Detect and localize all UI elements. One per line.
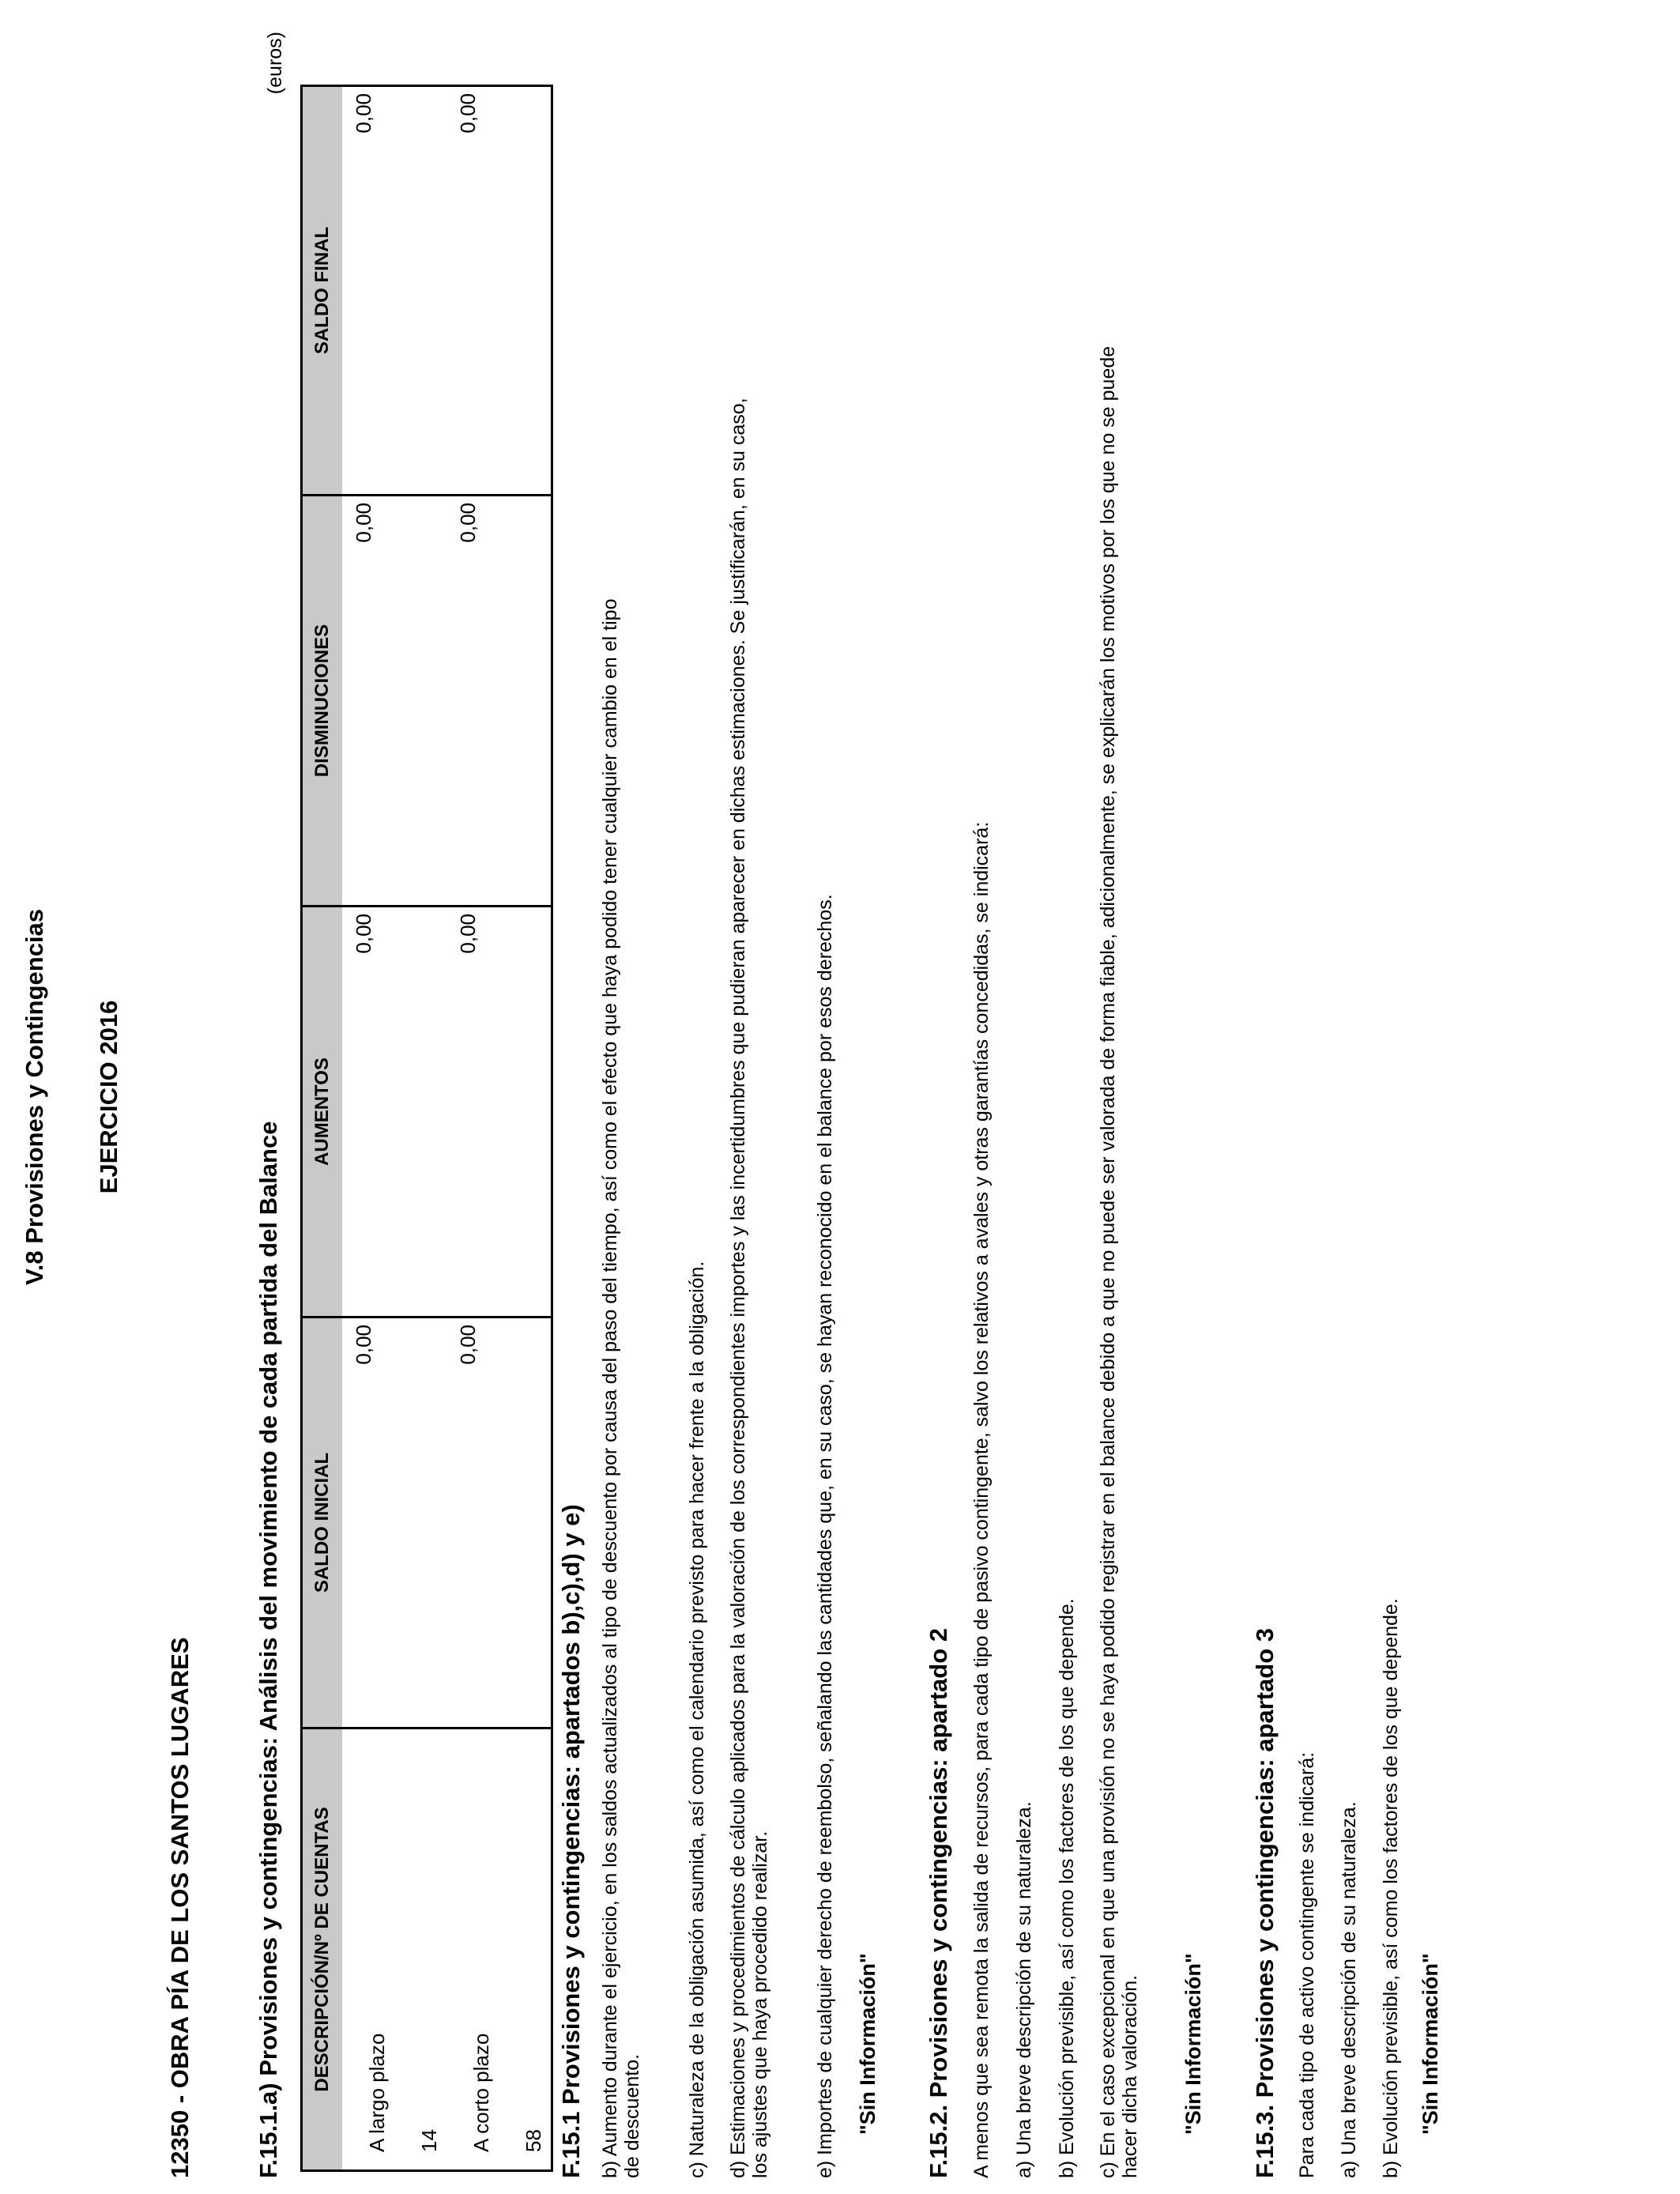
row-description: A largo plazo xyxy=(342,1728,394,2171)
column-header-description: DESCRIPCIÓN/Nº DE CUENTAS xyxy=(302,1728,343,2171)
cell-disminuciones: 0,00 xyxy=(342,496,446,907)
column-header-saldo-inicial: SALDO INICIAL xyxy=(302,1318,343,1728)
cell-saldo-final: 0,00 xyxy=(446,86,552,496)
column-header-disminuciones: DISMINUCIONES xyxy=(302,496,343,907)
column-header-saldo-final: SALDO FINAL xyxy=(302,86,343,496)
paragraph-f153-b: b) Evolución previsible, así como los factores de los que depende. xyxy=(1380,1598,1402,2178)
movement-table xyxy=(300,85,553,2172)
section-heading-f152: F.15.2. Provisiones y contingencias: apartado 2 xyxy=(925,1627,952,2178)
cell-aumentos: 0,00 xyxy=(446,907,552,1318)
paragraph-f152-intro: A menos que sea remota la salida de recursos, para cada tipo de pasivo contingente, salvo los relativos a avales y otras garantías concedidas, se indicará: xyxy=(970,821,993,2178)
paragraph-f151-d: d) Estimaciones y procedimientos de cálculo aplicados para la valoración de los correspondientes importes y las incertidumbres que pudieran aparecer en dichas estimaciones. Se justificarán, en su caso, los ajustes que haya procedido realizar. xyxy=(727,398,771,2178)
paragraph-f152-c: c) En el caso excepcional en que una provisión no se haya podido registrar en el balance debido a que no puede ser valorada de forma fiable, adicionalmente, se explicarán los motivos por los que no se puede hacer dicha valoración. xyxy=(1097,345,1141,2178)
cell-saldo-inicial: 0,00 xyxy=(342,1318,446,1728)
table-row xyxy=(446,86,499,2171)
table-header-row xyxy=(302,86,343,2171)
paragraph-f152-b: b) Evolución previsible, así como los factores de los que depende. xyxy=(1056,1598,1078,2178)
organization-name: 12350 - OBRA PÍA DE LOS SANTOS LUGARES xyxy=(166,1637,194,2178)
cell-aumentos: 0,00 xyxy=(342,907,446,1318)
page-title: V.8 Provisiones y Contingencias xyxy=(21,908,48,1286)
row-account-code: 14 xyxy=(394,1728,446,2171)
paragraph-f153-intro: Para cada tipo de activo contingente se indicará: xyxy=(1296,1751,1318,2178)
sin-informacion-f153: "Sin Información" xyxy=(1418,1953,1442,2135)
paragraph-f153-a: a) Una breve descripción de su naturaleza. xyxy=(1338,1801,1360,2178)
table-row xyxy=(342,86,394,2171)
section-heading-f151a: F.15.1.a) Provisiones y contingencias: Análisis del movimiento de cada partida del Balance xyxy=(254,1121,282,2178)
exercise-title: EJERCICIO 2016 xyxy=(95,1000,122,1194)
paragraph-f151-c: c) Naturaleza de la obligación asumida, así como el calendario previsto para hacer frente a la obligación. xyxy=(686,1261,708,2178)
row-description: A corto plazo xyxy=(446,1728,499,2171)
paragraph-f152-a: a) Una breve descripción de su naturaleza. xyxy=(1013,1801,1035,2178)
paragraph-f151-b: b) Aumento durante el ejercicio, en los saldos actualizados al tipo de descuento por causa del paso del tiempo, así como el efecto que haya podido tener cualquier cambio en el tipo de descuento. xyxy=(599,598,643,2178)
section-heading-f151: F.15.1 Provisiones y contingencias: apartados b),c),d) y e) xyxy=(557,1504,585,2178)
cell-disminuciones: 0,00 xyxy=(446,496,552,907)
paragraph-f151-e: e) Importes de cualquier derecho de reembolso, señalando las cantidades que, en su caso, se hayan reconocido en el balance por esos derechos. xyxy=(814,894,836,2178)
column-header-aumentos: AUMENTOS xyxy=(302,907,343,1318)
section-heading-f153: F.15.3. Provisiones y contingencias: apartado 3 xyxy=(1251,1627,1279,2178)
cell-saldo-inicial: 0,00 xyxy=(446,1318,552,1728)
sin-informacion-f152: "Sin Información" xyxy=(1181,1953,1205,2135)
cell-saldo-final: 0,00 xyxy=(342,86,446,496)
units-label: (euros) xyxy=(264,32,286,95)
sin-informacion-f151: "Sin Información" xyxy=(856,1953,880,2135)
row-account-code: 58 xyxy=(499,1728,552,2171)
